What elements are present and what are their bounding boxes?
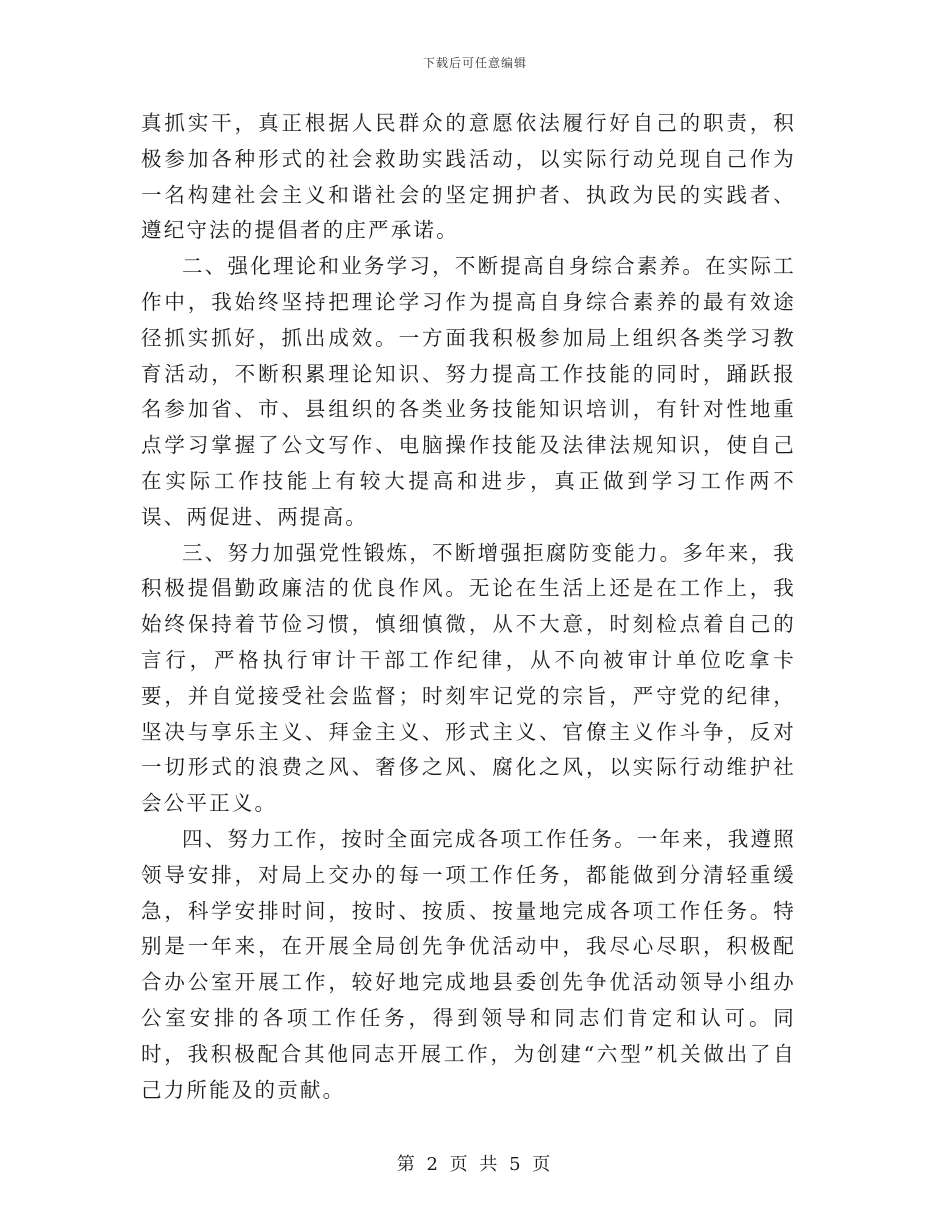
paragraph-2: 二、强化理论和业务学习，不断提高自身综合素养。在实际工作中，我始终坚持把理论学习作为提高自身综合素养的最有效途径抓实抓好，抓出成效。一方面我积极参加局上组织各类学习教育活动，不断积累理论知识、努力提高工作技能的同时，踊跃报名参加省、市、县组织的各类业务技能知识培训，有针对性地重点学习掌握了公文写作、电脑操作技能及法律法规知识，使自己在实际工作技能上有较大提高和进步，真正做到学习工作两不误、两促进、两提高。 [141,254,796,529]
paragraph-1: 真抓实干，真正根据人民群众的意愿依法履行好自己的职责，积极参加各种形式的社会救助实践活动，以实际行动兑现自己作为一名构建社会主义和谐社会的坚定拥护者、执政为民的实践者、遵纪守法的提倡者的庄严承诺。 [141,111,796,243]
page-header: 下载后可任意编辑 [422,56,527,70]
document-body [141,106,796,1108]
paragraph-3: 三、努力加强党性锻炼，不断增强拒腐防变能力。多年来，我积极提倡勤政廉洁的优良作风。无论在生活上还是在工作上，我始终保持着节俭习惯，慎细慎微，从不大意，时刻检点着自己的言行，严格执行审计干部工作纪律，从不向被审计单位吃拿卡要，并自觉接受社会监督；时刻牢记党的宗旨，严守党的纪律，坚决与享乐主义、拜金主义、形式主义、官僚主义作斗争，反对一切形式的浪费之风、奢侈之风、腐化之风，以实际行动维护社会公平正义。 [141,540,796,816]
paragraph-4: 四、努力工作，按时全面完成各项工作任务。一年来，我遵照领导安排，对局上交办的每一项工作任务，都能做到分清轻重缓急，科学安排时间，按时、按质、按量地完成各项工作任务。特别是一年来，在开展全局创先争优活动中，我尽心尽职，积极配合办公室开展工作，较好地完成地县委创先争优活动领导小组办公室安排的各项工作任务，得到领导和同志们肯定和认可。同时，我积极配合其他同志开展工作，为创建“六型”机关做出了自己力所能及的贡献。 [141,826,796,1102]
page-number-footer: 第 2 页 共 5 页 [396,1154,554,1175]
